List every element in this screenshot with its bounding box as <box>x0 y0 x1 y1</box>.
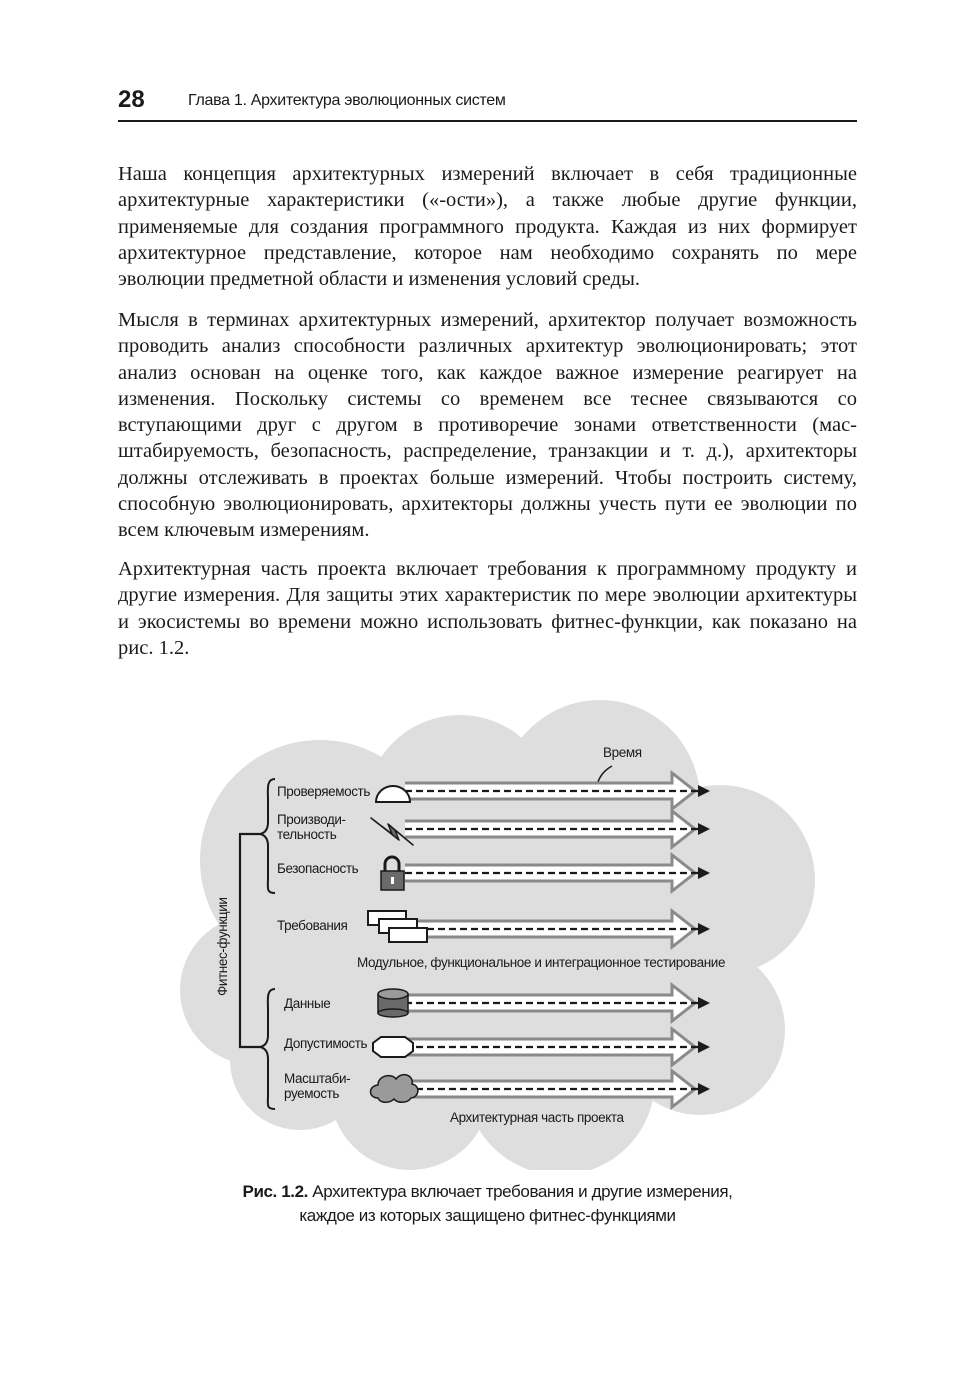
running-head: Глава 1. Архитектура эволюционных систем <box>188 92 506 109</box>
database-icon <box>378 989 408 1017</box>
architecture-label: Архитектурная часть проекта <box>450 1110 624 1125</box>
paragraph-1: Наша концепция архитектурных измерений включает в себя традиционные архитектурные характеристики («-ости»), а также любые другие функции, применяемые для создания программного продукта. Каждая из них формирует архитектурное представление, которое нам необходимо сохранять по мере эволюции предметной области и изменения условий среды. <box>118 163 857 291</box>
caption-label: Рис. 1.2. <box>242 1182 308 1201</box>
dimension-label-performance-2: тельность <box>277 827 337 842</box>
dimension-label-scalability-1: Масштаби- <box>284 1071 351 1086</box>
dimension-label-testability: Проверяемость <box>277 784 370 799</box>
paragraph-3: Архитектурная часть проекта включает требования к программному продукту и другие измерения. Для защиты этих характеристик по мере эволюции архитектуры и экосистемы во времени можно использовать фитнес-функции, как показано на рис. 1.2. <box>118 558 857 659</box>
fitness-functions-label: Фитнес-функции <box>215 897 230 996</box>
header-rule <box>118 120 857 122</box>
caption-line-2: каждое из которых защищено фитнес-функциями <box>299 1206 676 1225</box>
octagon-icon <box>373 1037 413 1057</box>
dimension-label-acceptability: Допустимость <box>284 1036 368 1051</box>
figure-caption <box>118 1180 857 1228</box>
time-label: Время <box>603 745 642 760</box>
page-number: 28 <box>118 86 145 113</box>
testing-label: Модульное, функциональное и интеграционное тестирование <box>357 955 726 970</box>
dimension-label-data: Данные <box>284 996 331 1011</box>
dimension-label-performance-1: Производи- <box>277 812 346 827</box>
caption-line-1: Архитектура включает требования и другие измерения, <box>312 1182 733 1201</box>
figure-diagram <box>0 690 974 1170</box>
paragraph-2: Мысля в терминах архитектурных измерений, архитектор получает возможность проводить анализ способности различных архитектур эволюционировать; этот анализ основан на оценке того, как каждое важное измерение реагирует на изменения. Поскольку системы со временем все теснее связываются со вступающими друг с другом в противоречие зонами ответственности (масштабируемость, безопасность, распределение, транзакции и т. д.), архитекторы должны отслеживать в проектах больше измерений. Чтобы построить систему, способную эволюционировать, архитекторы должны учесть пути ее эволюции по всем ключевым измерениям. <box>118 309 857 542</box>
dimension-label-requirements: Требования <box>277 918 348 933</box>
dimension-label-scalability-2: руемость <box>284 1086 340 1101</box>
dimension-label-security: Безопасность <box>277 861 359 876</box>
